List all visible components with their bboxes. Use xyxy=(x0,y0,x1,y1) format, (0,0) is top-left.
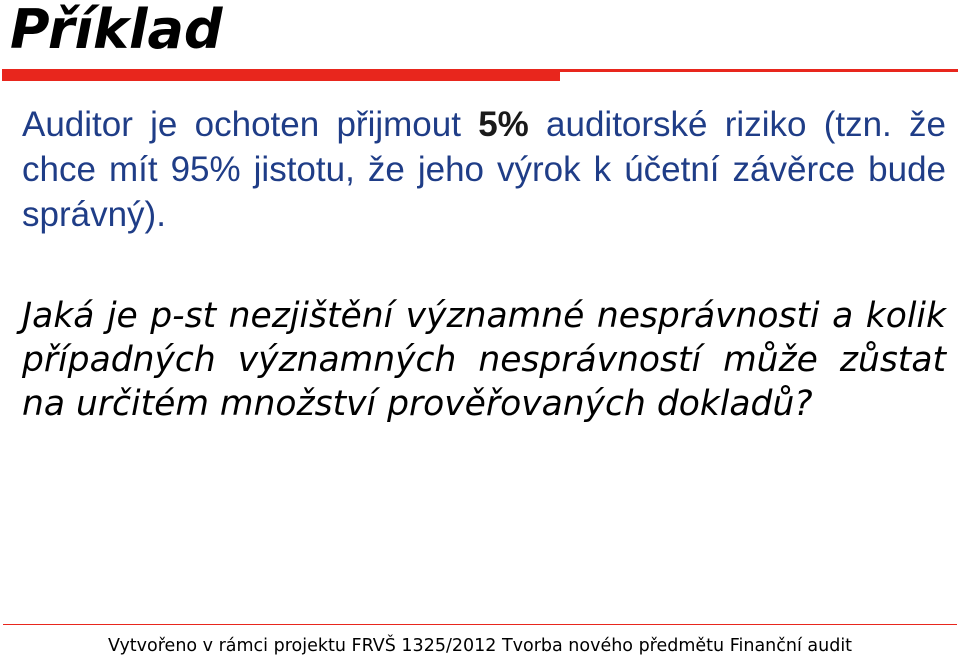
footer-divider xyxy=(3,624,957,625)
title-underline-thin xyxy=(560,69,958,72)
footer-text: Vytvořeno v rámci projektu FRVŠ 1325/2012 Tvorba nového předmětu Finanční audit xyxy=(107,636,853,656)
risk-percentage: 5% xyxy=(478,105,529,144)
title-underline-thick xyxy=(2,69,560,81)
statement-text-end: auditorské riziko (tzn. že chce mít 95% jistotu, že jeho výrok k účetní závěrce bude správný). xyxy=(22,105,946,234)
question-paragraph: Jaká je p-st nezjištění významné nesprávnosti a kolik případných významných nesprávností může zůstat na určitém množství prověřovaných dokladů? xyxy=(22,296,946,424)
statement-text-start: Auditor je ochoten přijmout xyxy=(22,105,479,144)
statement-paragraph xyxy=(22,102,946,237)
slide-title: Příklad xyxy=(10,0,223,61)
